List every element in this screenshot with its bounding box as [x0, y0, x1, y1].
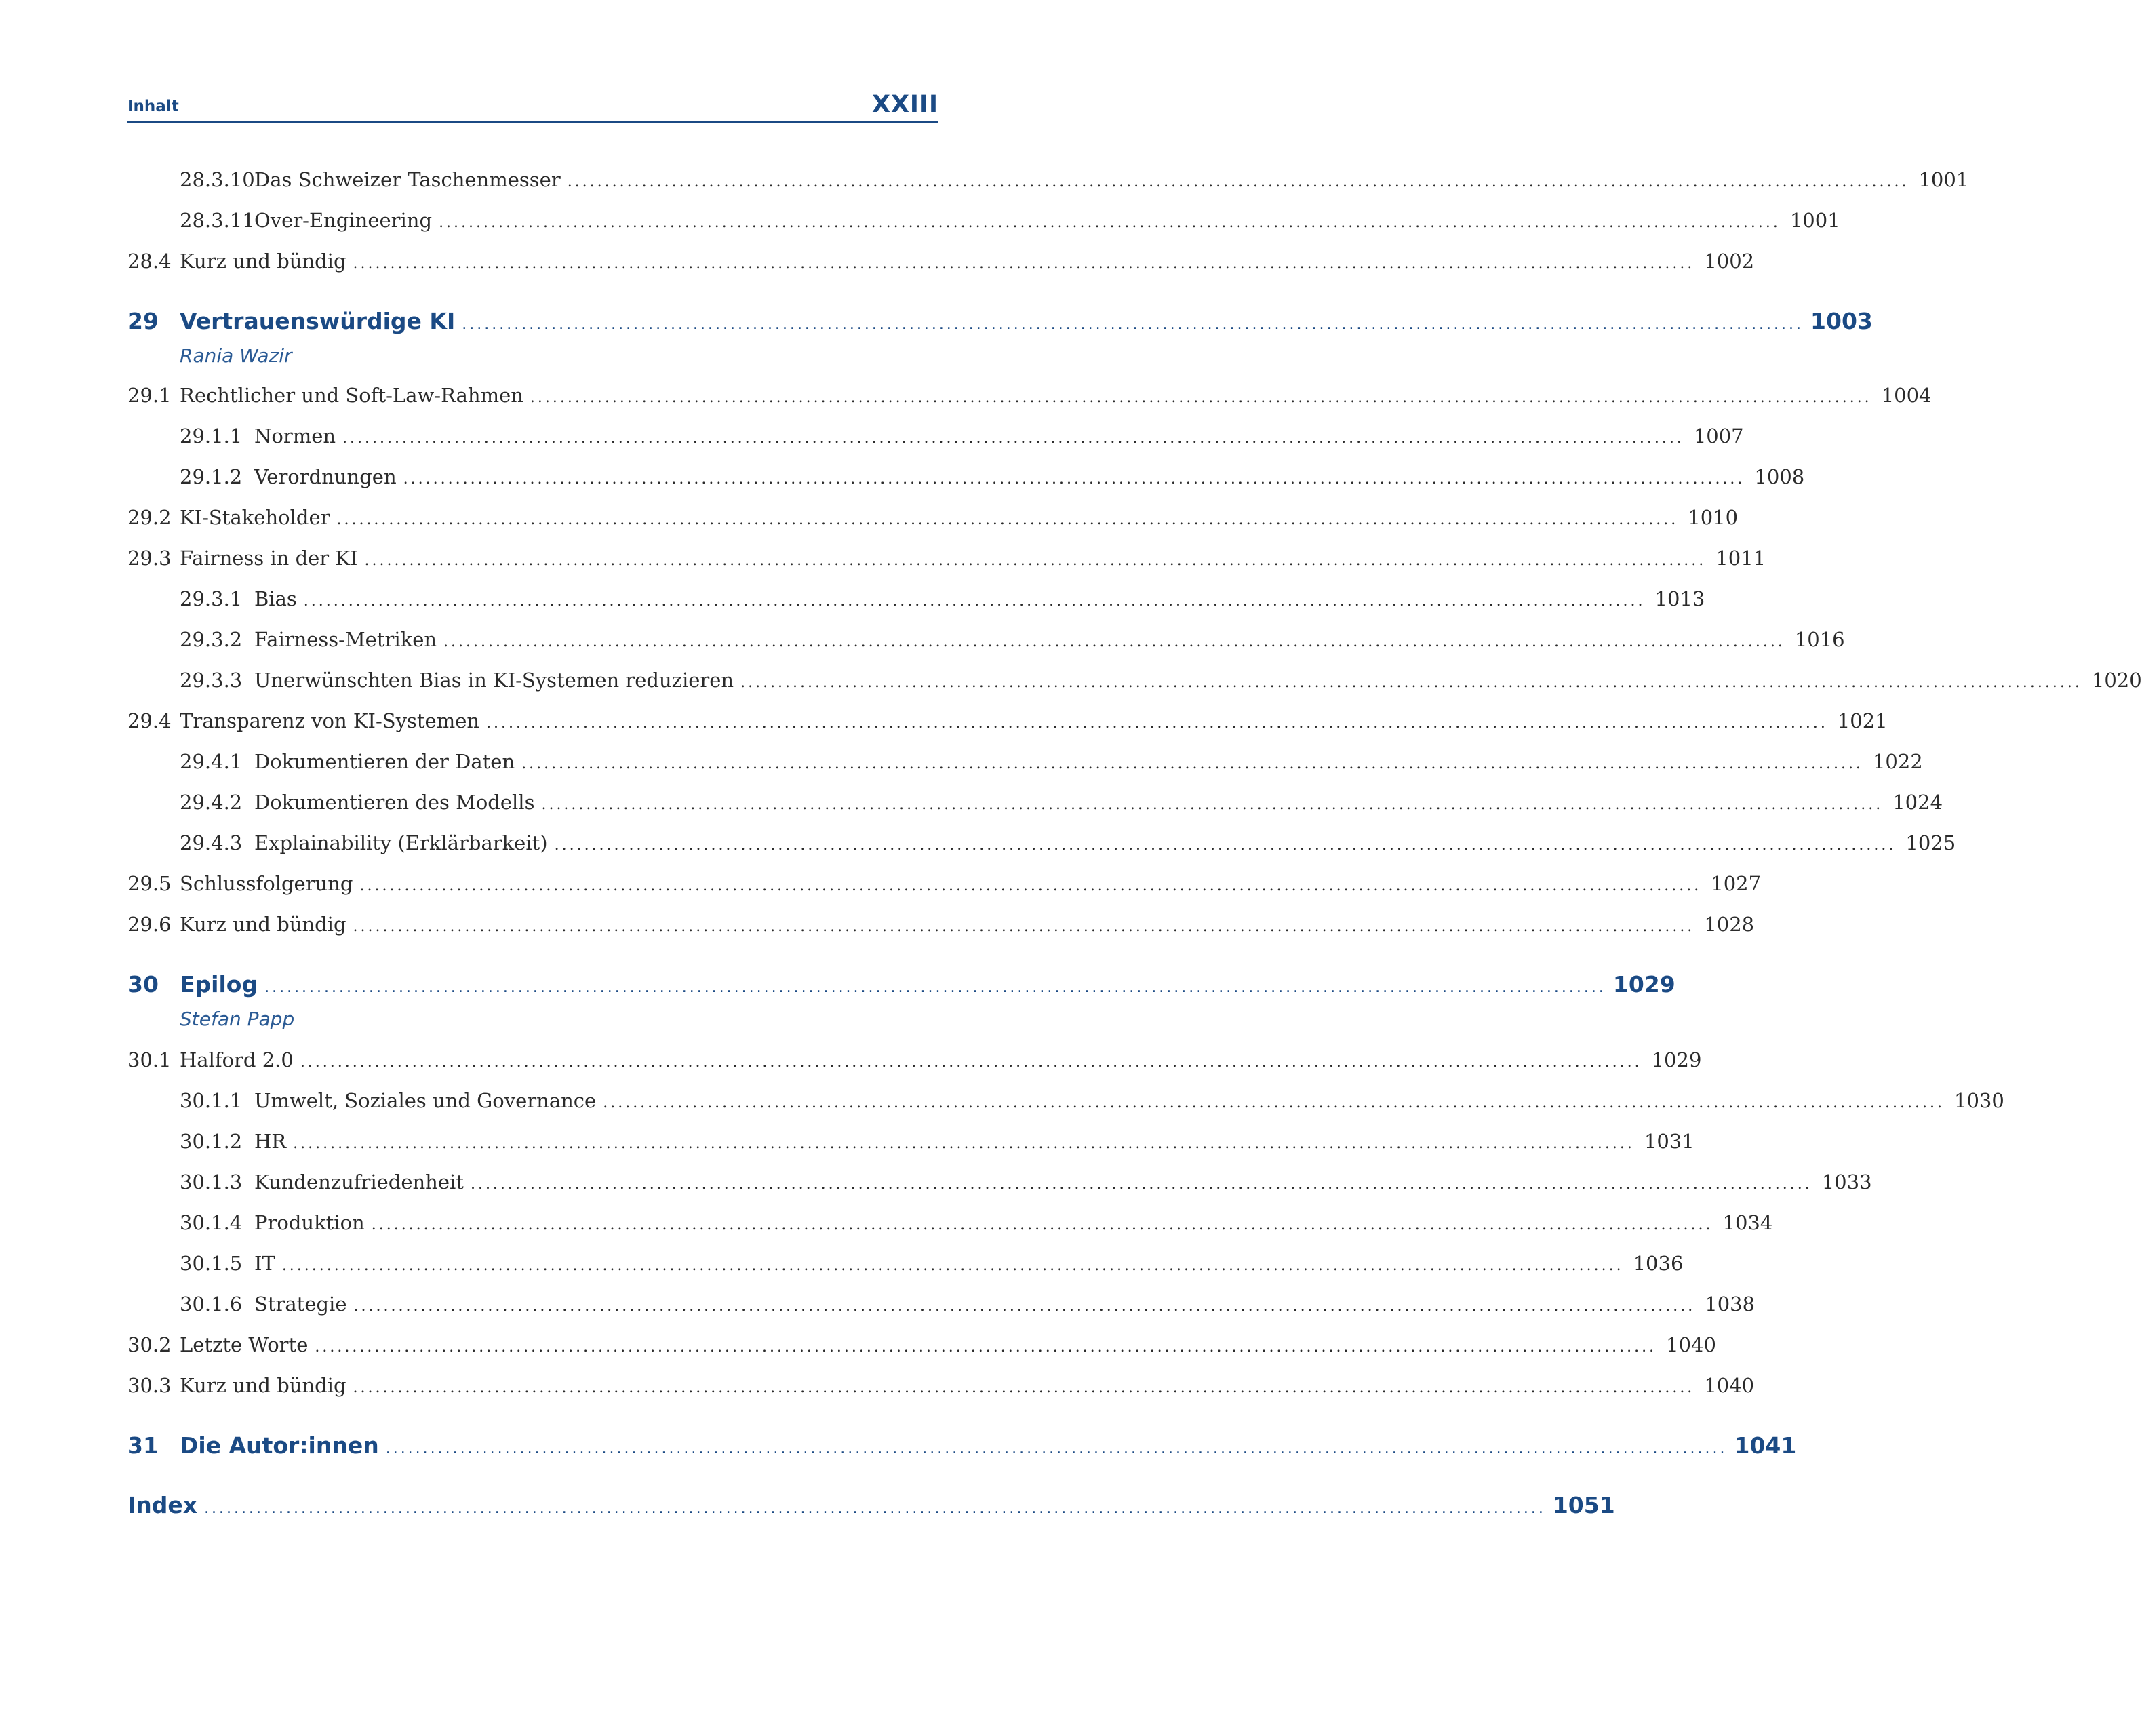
chapter-author: Rania Wazir	[180, 344, 292, 367]
toc-entry-number: 30.3	[127, 1374, 172, 1397]
toc-entry	[127, 872, 1762, 902]
dot-leader: ....................................................................................................................................................................................	[740, 674, 2082, 691]
header-section-title: Inhalt	[127, 98, 179, 115]
dot-leader: ....................................................................................................................................................................................	[403, 471, 1745, 488]
toc-entry-title: KI-Stakeholder	[180, 506, 330, 529]
dot-leader: ....................................................................................................................................................................................	[603, 1094, 1945, 1111]
toc-entry-page: 1020	[2091, 669, 2142, 692]
dot-leader: ....................................................................................................................................................................................	[353, 255, 1695, 272]
toc-entry	[180, 750, 1923, 780]
toc-entry-page: 1033	[1821, 1170, 1872, 1194]
toc-entry-title: Rechtlicher und Soft-Law-Rahmen	[180, 384, 523, 407]
toc-entry-title: Halford 2.0	[180, 1048, 294, 1071]
toc-entry	[127, 250, 1755, 279]
toc-entry-title: Dokumentieren der Daten	[254, 750, 515, 773]
toc-entry-title: Kurz und bündig	[180, 250, 346, 273]
toc-entry-number: 29.5	[127, 872, 172, 895]
toc-entry	[180, 1089, 2004, 1119]
toc-entry	[127, 1333, 1716, 1363]
dot-leader: ....................................................................................................................................................................................	[264, 979, 1606, 996]
toc-entry-number: 29.3.1	[180, 587, 243, 610]
toc-entry-number: 29.1	[127, 384, 172, 407]
toc-entry-number: 29.4.1	[180, 750, 243, 773]
toc-entry-page: 1030	[1954, 1089, 2004, 1112]
toc-entry-number: 29.6	[127, 913, 172, 936]
dot-leader: ....................................................................................................................................................................................	[315, 1339, 1657, 1356]
running-header	[127, 85, 938, 123]
toc-entry-page: 1002	[1704, 250, 1755, 273]
toc-entry	[180, 168, 1969, 198]
toc-entry-title: Explainability (Erklärbarkeit)	[254, 831, 548, 854]
dot-leader: ....................................................................................................................................................................................	[462, 316, 1804, 333]
toc-entry	[127, 1374, 1755, 1404]
toc-entry-number: 29.3.2	[180, 628, 243, 651]
toc-entry	[127, 547, 1766, 576]
toc-chapter-entry	[127, 971, 1675, 1005]
toc-entry-page: 1013	[1654, 587, 1705, 610]
toc-entry	[180, 628, 1845, 658]
dot-leader: ....................................................................................................................................................................................	[359, 877, 1702, 894]
toc-entry-number: 30.1.5	[180, 1252, 243, 1275]
chapter-number: 29	[127, 308, 159, 334]
toc-entry-number: 30.1	[127, 1048, 172, 1071]
chapter-number: 30	[127, 971, 159, 998]
toc-entry-number: 29.2	[127, 506, 172, 529]
toc-entry-title: Kundenzufriedenheit	[254, 1170, 464, 1194]
toc-entry-page: 1016	[1794, 628, 1845, 651]
toc-entry	[180, 1130, 1694, 1160]
toc-entry	[127, 913, 1755, 943]
toc-entry-page: 1008	[1754, 465, 1805, 488]
toc-entry	[180, 669, 2142, 698]
toc-entry-page: 1040	[1666, 1333, 1716, 1356]
toc-entry-title: Schlussfolgerung	[180, 872, 353, 895]
chapter-page: 1041	[1734, 1432, 1797, 1459]
toc-index-entry	[127, 1492, 1615, 1526]
dot-leader: ....................................................................................................................................................................................	[443, 633, 1785, 650]
toc-entry-title: Unerwünschten Bias in KI-Systemen reduzieren	[254, 669, 734, 692]
dot-leader: ....................................................................................................................................................................................	[486, 715, 1828, 732]
toc-entry-number: 30.1.3	[180, 1170, 243, 1194]
toc-entry-title: Kurz und bündig	[180, 1374, 346, 1397]
toc-entry	[180, 831, 1956, 861]
toc-entry	[180, 791, 1943, 821]
dot-leader: ....................................................................................................................................................................................	[541, 796, 1884, 813]
dot-leader: ....................................................................................................................................................................................	[336, 511, 1679, 528]
dot-leader: ....................................................................................................................................................................................	[521, 755, 1863, 772]
dot-leader: ....................................................................................................................................................................................	[470, 1176, 1812, 1193]
toc-entry	[180, 465, 1805, 495]
toc-entry-number: 28.4	[127, 250, 172, 273]
toc-entry	[180, 425, 1744, 454]
chapter-title: Vertrauenswürdige KI	[180, 308, 456, 334]
toc-entry-title: Umwelt, Soziales und Governance	[254, 1089, 597, 1112]
chapter-number: 31	[127, 1432, 159, 1459]
toc-entry-page: 1034	[1722, 1211, 1773, 1234]
toc-entry-title: Letzte Worte	[180, 1333, 309, 1356]
dot-leader: ....................................................................................................................................................................................	[353, 1379, 1695, 1396]
toc-entry-page: 1022	[1872, 750, 1923, 773]
toc-entry-title: Produktion	[254, 1211, 365, 1234]
toc-entry-number: 29.1.1	[180, 425, 243, 448]
toc-entry-number: 30.2	[127, 1333, 172, 1356]
dot-leader: ....................................................................................................................................................................................	[371, 1217, 1713, 1234]
dot-leader: ....................................................................................................................................................................................	[353, 918, 1695, 935]
dot-leader: ....................................................................................................................................................................................	[204, 1500, 1546, 1517]
toc-entry-number: 30.1.4	[180, 1211, 243, 1234]
dot-leader: ....................................................................................................................................................................................	[530, 389, 1872, 406]
toc-entry-title: Dokumentieren des Modells	[254, 791, 535, 814]
dot-leader: ....................................................................................................................................................................................	[281, 1257, 1624, 1274]
toc-entry	[180, 209, 1840, 239]
toc-entry-title: HR	[254, 1130, 287, 1153]
toc-entry	[180, 1211, 1773, 1241]
toc-entry-page: 1024	[1892, 791, 1943, 814]
toc-entry-number: 29.4.2	[180, 791, 243, 814]
dot-leader: ....................................................................................................................................................................................	[554, 837, 1897, 854]
toc-entry-page: 1004	[1881, 384, 1932, 407]
toc-entry	[127, 506, 1739, 536]
toc-entry-page: 1007	[1693, 425, 1744, 448]
dot-leader: ....................................................................................................................................................................................	[364, 552, 1707, 569]
dot-leader: ....................................................................................................................................................................................	[439, 214, 1781, 231]
toc-entry-page: 1010	[1688, 506, 1739, 529]
dot-leader: ....................................................................................................................................................................................	[353, 1298, 1696, 1315]
header-page-number: XXIII	[871, 91, 938, 118]
toc-entry-number: 28.3.10	[180, 168, 255, 191]
toc-entry-title: Transparenz von KI-Systemen	[180, 709, 480, 732]
toc-entry-page: 1011	[1715, 547, 1766, 570]
toc-entry-number: 29.4	[127, 709, 172, 732]
dot-leader: ....................................................................................................................................................................................	[300, 1054, 1642, 1071]
toc-entry-page: 1027	[1711, 872, 1762, 895]
toc-entry	[180, 1170, 1872, 1200]
toc-entry	[127, 709, 1888, 739]
dot-leader: ....................................................................................................................................................................................	[385, 1440, 1728, 1457]
toc-entry-number: 29.4.3	[180, 831, 243, 854]
dot-leader: ....................................................................................................................................................................................	[342, 430, 1684, 447]
toc-entry-title: IT	[254, 1252, 275, 1275]
chapter-author: Stefan Papp	[180, 1008, 295, 1030]
toc-entry-page: 1038	[1705, 1293, 1756, 1316]
toc-chapter-entry	[127, 308, 1873, 342]
toc-entry-page: 1025	[1905, 831, 1956, 854]
toc-entry	[127, 384, 1932, 414]
index-title: Index	[127, 1492, 198, 1518]
toc-entry-page: 1031	[1644, 1130, 1694, 1153]
toc-entry-title: Normen	[254, 425, 336, 448]
dot-leader: ....................................................................................................................................................................................	[293, 1135, 1635, 1152]
toc-entry-title: Bias	[254, 587, 297, 610]
toc-entry-title: Fairness in der KI	[180, 547, 358, 570]
toc-entry-number: 29.3.3	[180, 669, 243, 692]
chapter-title: Die Autor:innen	[180, 1432, 379, 1459]
toc-entry	[180, 1293, 1756, 1322]
toc-entry-number: 30.1.1	[180, 1089, 243, 1112]
toc-entry-page: 1028	[1704, 913, 1755, 936]
toc-entry-number: 29.3	[127, 547, 172, 570]
toc-entry	[180, 1252, 1684, 1282]
chapter-page: 1029	[1612, 971, 1675, 998]
toc-entry-page: 1021	[1837, 709, 1888, 732]
toc-entry-page: 1001	[1918, 168, 1969, 191]
toc-entry-title: Verordnungen	[254, 465, 397, 488]
toc-entry-title: Fairness-Metriken	[254, 628, 437, 651]
toc-entry-title: Over-Engineering	[254, 209, 433, 232]
toc-entry-number: 29.1.2	[180, 465, 243, 488]
toc-entry	[127, 1048, 1702, 1078]
toc-entry-page: 1029	[1651, 1048, 1702, 1071]
chapter-page: 1003	[1810, 308, 1873, 334]
toc-entry-page: 1040	[1704, 1374, 1755, 1397]
toc-entry-title: Kurz und bündig	[180, 913, 346, 936]
toc-entry-page: 1001	[1789, 209, 1840, 232]
toc-entry-number: 30.1.6	[180, 1293, 243, 1316]
toc-entry-number: 28.3.11	[180, 209, 255, 232]
index-page: 1051	[1552, 1492, 1615, 1518]
toc-entry-title: Strategie	[254, 1293, 347, 1316]
toc-entry-page: 1036	[1633, 1252, 1684, 1275]
dot-leader: ....................................................................................................................................................................................	[567, 174, 1909, 191]
toc-entry	[180, 587, 1705, 617]
toc-entry-title: Das Schweizer Taschenmesser	[254, 168, 561, 191]
dot-leader: ....................................................................................................................................................................................	[303, 593, 1646, 610]
toc-entry-number: 30.1.2	[180, 1130, 243, 1153]
chapter-title: Epilog	[180, 971, 258, 998]
toc-chapter-entry	[127, 1432, 1797, 1466]
